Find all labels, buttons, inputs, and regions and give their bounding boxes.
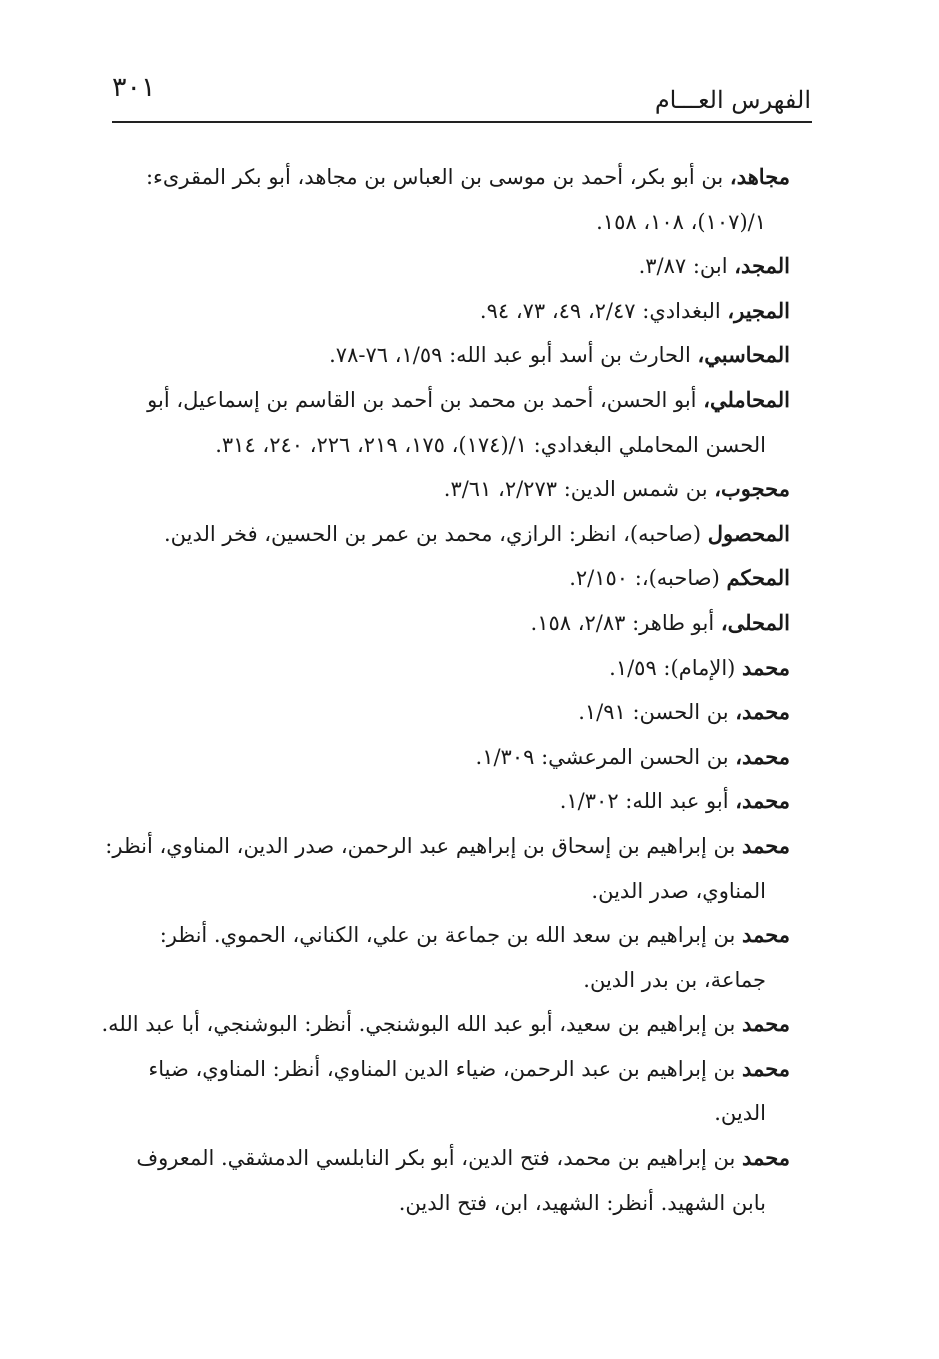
entry-text: أبو طاهر: ٢/٨٣، ١٥٨. [530, 610, 721, 635]
index-entry [100, 378, 790, 467]
entry-headword: محمد، [735, 743, 790, 769]
entry-text: (الإمام): ١/٥٩. [609, 655, 743, 680]
entry-headword: محمد [742, 1145, 790, 1171]
entry-headword: محمد [742, 832, 790, 858]
entry-headword: المحاسبي، [697, 342, 790, 368]
index-entry [100, 646, 790, 691]
entry-headword: المحلى، [720, 609, 790, 635]
entry-text: بن إبراهيم بن إسحاق بن إبراهيم عبد الرحمن، صدر الدين، المناوي، أنظر: المناوي، صدر الدين. [105, 833, 766, 903]
index-entry [100, 556, 790, 601]
index-entry [100, 512, 790, 557]
entry-text: بن شمس الدين: ٢/٢٧٣، ٣/٦١. [443, 477, 715, 502]
index-entry [100, 1047, 790, 1136]
index-entry [100, 779, 790, 824]
entry-headword: المحاملي، [703, 386, 790, 412]
index-entry [100, 690, 790, 735]
entry-headword: محمد [742, 1011, 790, 1037]
header-rule [112, 121, 812, 123]
entry-headword: مجاهد، [729, 164, 790, 189]
index-entries [100, 155, 790, 1225]
entry-text: بن الحسن المرعشي: ١/٣٠٩. [475, 744, 736, 769]
page-number: ٣٠١ [112, 72, 156, 103]
entry-headword: محمد، [735, 788, 790, 814]
entry-text: ابن: ٣/٨٧. [638, 254, 735, 279]
index-entry [100, 155, 790, 244]
entry-headword: محمد [742, 654, 790, 680]
index-entry [100, 467, 790, 512]
index-entry [100, 824, 790, 913]
entry-headword: محجوب، [714, 476, 790, 502]
entry-headword: محمد [742, 922, 790, 948]
index-entry [100, 333, 790, 378]
index-entry [100, 601, 790, 646]
entry-text: أبو الحسن، أحمد بن محمد بن أحمد بن القاسم بن إسماعيل، أبو الحسن المحاملي البغدادي: ١/(١٧٤)، ١٧٥، ٢١٩، ٢٢٦، ٢٤٠، ٣١٤. [147, 387, 766, 457]
index-entry [100, 913, 790, 1002]
entry-headword: المحصول [707, 520, 790, 546]
entry-text: بن إبراهيم بن سعيد، أبو عبد الله البوشنجي. أنظر: البوشنجي، أبا عبد الله. [101, 1012, 743, 1037]
running-title: الفهرس العـــام [654, 86, 811, 114]
entry-text: البغدادي: ٢/٤٧، ٤٩، ٧٣، ٩٤. [479, 298, 728, 323]
entry-text: بن إبراهيم بن عبد الرحمن، ضياء الدين المناوي، أنظر: المناوي، ضياء الدين. [148, 1056, 766, 1126]
index-entry [100, 1002, 790, 1047]
entry-headword: محمد، [735, 699, 790, 725]
index-entry [100, 289, 790, 334]
index-entry [100, 1136, 790, 1225]
entry-text: أبو عبد الله: ١/٣٠٢. [559, 789, 736, 814]
index-entry [100, 735, 790, 780]
entry-text: (صاحبه)، انظر: الرازي، محمد بن عمر بن الحسين، فخر الدين. [163, 521, 708, 546]
entry-text: بن إبراهيم بن سعد الله بن جماعة بن علي، الكناني، الحموي. أنظر: جماعة، بن بدر الدين. [159, 923, 766, 992]
entry-text: الحارث بن أسد أبو عبد الله: ١/٥٩، ٧٦-٧٨. [329, 343, 698, 368]
entry-text: بن إبراهيم بن محمد، فتح الدين، أبو بكر النابلسي الدمشقي. المعروف بابن الشهيد. أنظر: الشهيد، ابن، فتح الدين. [136, 1146, 766, 1215]
entry-text: (صاحبه)،: ٢/١٥٠. [569, 566, 727, 591]
entry-headword: المجير، [727, 297, 790, 323]
entry-text: بن أبو بكر، أحمد بن موسى بن العباس بن مجاهد، أبو بكر المقرىء: ١/(١٠٧)، ١٠٨، ١٥٨. [145, 165, 766, 234]
index-entry [100, 244, 790, 289]
entry-text: بن الحسن: ١/٩١. [578, 700, 736, 725]
entry-headword: محمد [742, 1055, 790, 1081]
entry-headword: المجد، [734, 253, 790, 279]
entry-headword: المحكم [726, 565, 790, 591]
